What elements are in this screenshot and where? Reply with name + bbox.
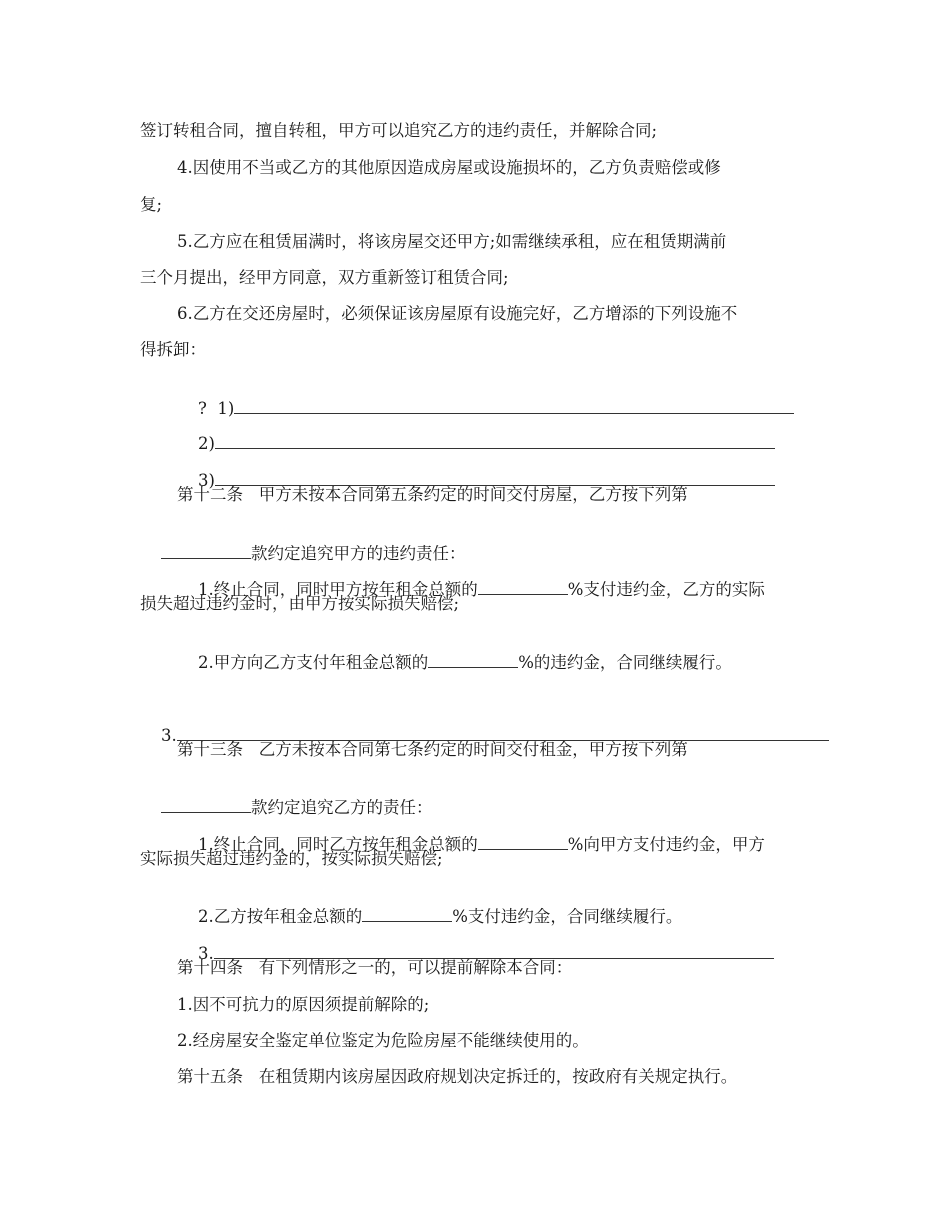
item-number: 2) [197, 434, 215, 453]
blank-field [362, 906, 452, 922]
item-number: 3. [160, 726, 177, 745]
item-number: 3. [197, 944, 214, 963]
article-13-heading: 第十三条 乙方未按本合同第七条约定的时间交付租金，甲方按下列第 [177, 740, 688, 759]
article-14-heading: 第十四条 有下列情形之一的，可以提前解除本合同： [177, 958, 573, 977]
text-line: 6.乙方在交还房屋时，必须保证该房屋原有设施完好，乙方增添的下列设施不 [177, 304, 738, 323]
article-12-heading: 第十二条 甲方未按本合同第五条约定的时间交付房屋，乙方按下列第 [177, 485, 688, 504]
item-number: ? 1) [197, 399, 235, 418]
text-line: 款约定追究甲方的违约责任： [140, 521, 465, 587]
text-line: 三个月提出，经甲方同意，双方重新签订租赁合同; [140, 268, 509, 287]
text-line: 1.因不可抗力的原因须提前解除的; [177, 995, 430, 1014]
blank-field [161, 797, 251, 813]
item-number: 3) [197, 471, 215, 490]
article-15-heading: 第十五条 在租赁期内该房屋因政府规划决定拆迁的，按政府有关规定执行。 [177, 1067, 738, 1086]
text-line: 损失超过违约金时，由甲方按实际损失赔偿; [140, 594, 460, 613]
text-line: 2.甲方向乙方支付年租金总额的 %的违约金，合同继续履行。 [197, 653, 732, 672]
text-line: 得拆卸： [140, 340, 206, 359]
blank-field [478, 579, 568, 595]
blank-field [478, 834, 568, 850]
text-line: 款约定追究乙方的责任： [140, 775, 432, 841]
text-line: 签订转租合同，擅自转租，甲方可以追究乙方的违约责任，并解除合同; [140, 121, 658, 140]
blank-field [428, 652, 518, 668]
text-line: 实际损失超过违约金的，按实际损失赔偿; [140, 849, 443, 868]
text-line: 5.乙方应在租赁届满时，将该房屋交还甲方;如需继续承租，应在租赁期满前 [177, 232, 727, 251]
text-line: 复; [140, 195, 163, 214]
text-line: 2.乙方按年租金总额的 %支付违约金，合同继续履行。 [197, 907, 683, 926]
text-line: 1.终止合同，同时甲方按年租金总额的 %支付违约金，乙方的实际 [197, 580, 765, 599]
blank-field [215, 433, 775, 449]
text-line: 4.因使用不当或乙方的其他原因造成房屋或设施损坏的，乙方负责赔偿或修 [177, 158, 721, 177]
text-line: 2.经房屋安全鉴定单位鉴定为危险房屋不能继续使用的。 [177, 1031, 589, 1050]
text-line: 1.终止合同，同时乙方按年租金总额的 %向甲方支付违约金，甲方 [197, 835, 765, 854]
